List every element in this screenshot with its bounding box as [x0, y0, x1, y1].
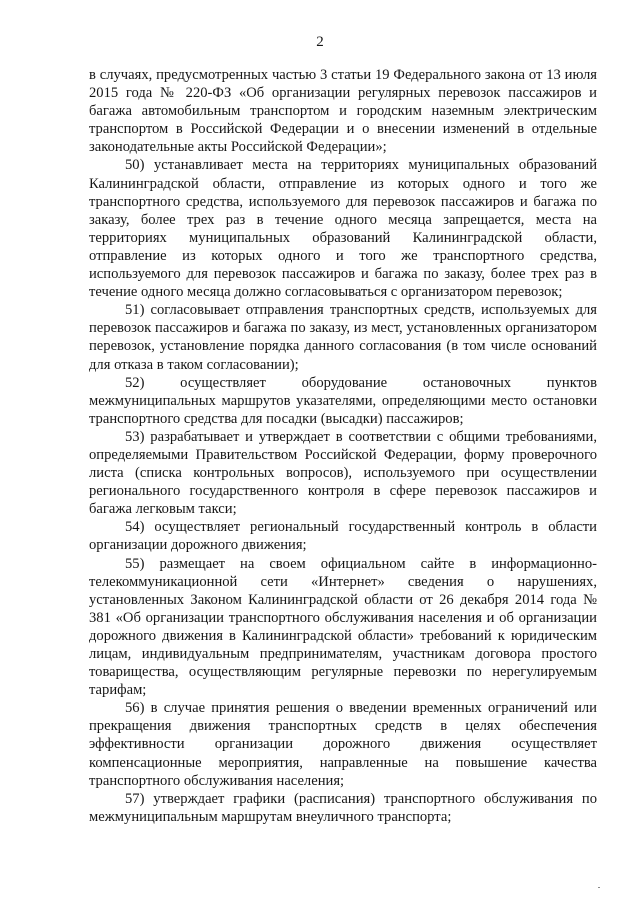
paragraph-item-50: 50) устанавливает места на территориях муниципальных образований Калининградской области, отправление из которых одного и того же транспортного средства, используемого для перевозок пассажиров и багажа по заказу, более трех раз в течение одного месяца запрещается, места на территориях муниципальных образований Калининградской области, отправление из которых одного и того же транспортного средства, используемого для перевозок пассажиров и багажа по заказу, более трех раз в течение одного месяца должно согласовываться с организатором перевозок;: [89, 157, 597, 301]
paragraph-item-56: 56) в случае принятия решения о введении временных ограничений или прекращения движения транспортных средств в целях обеспечения эффективности организации дорожного движения осуществляет компенсационные мероприятия, направленные на повышение качества транспортного обслуживания населения;: [89, 700, 597, 789]
document-body: [89, 66, 597, 826]
paragraph-item-51: 51) согласовывает отправления транспортных средств, используемых для перевозок пассажиров и багажа по заказу, из мест, установленных организатором перевозок, установление порядка данного согласования (в том числе оснований для отказа в таком согласовании);: [89, 302, 597, 373]
paragraph-item-53: 53) разрабатывает и утверждает в соответствии с общими требованиями, определяемыми Правительством Российской Федерации, форму проверочного листа (списка контрольных вопросов), используемого при осуществлении регионального государственного контроля в сфере перевозок пассажиров и багажа легковым такси;: [89, 428, 597, 518]
paragraph-item-54: 54) осуществляет региональный государственный контроль в области организации дорожного движения;: [89, 519, 597, 554]
scan-artifact-dot: [598, 887, 600, 888]
paragraph-item-55: 55) размещает на своем официальном сайте в информационно-телекоммуникационной сети «Интернет» сведения о нарушениях, установленных Законом Калининградской области от 26 декабря 2014 года № 381 «Об организации транспортного обслуживания населения и об организации дорожного движения в Калининградской области» требований к юридическим лицам, индивидуальным предпринимателям, участникам договора простого товарищества, осуществляющим регулярные перевозки по нерегулируемым тарифам;: [89, 555, 597, 699]
paragraph-item-57: 57) утверждает графики (расписания) транспортного обслуживания по межмуниципальным маршрутам внеуличного транспорта;: [89, 790, 597, 825]
paragraph-item-52: 52) осуществляет оборудование остановочных пунктов межмуниципальных маршрутов указателями, определяющими место остановки транспортного средства для посадки (высадки) пассажиров;: [89, 374, 597, 427]
page-number: 2: [316, 34, 324, 50]
paragraph-continuation: в случаях, предусмотренных частью 3 статьи 19 Федерального закона от 13 июля 2015 года № 220-ФЗ «Об организации регулярных перевозок пассажиров и багажа автомобильным транспортом и городским наземным электрическим транспортом в Российской Федерации и о внесении изменений в отдельные законодательные акты Российской Федерации»;: [89, 67, 597, 156]
